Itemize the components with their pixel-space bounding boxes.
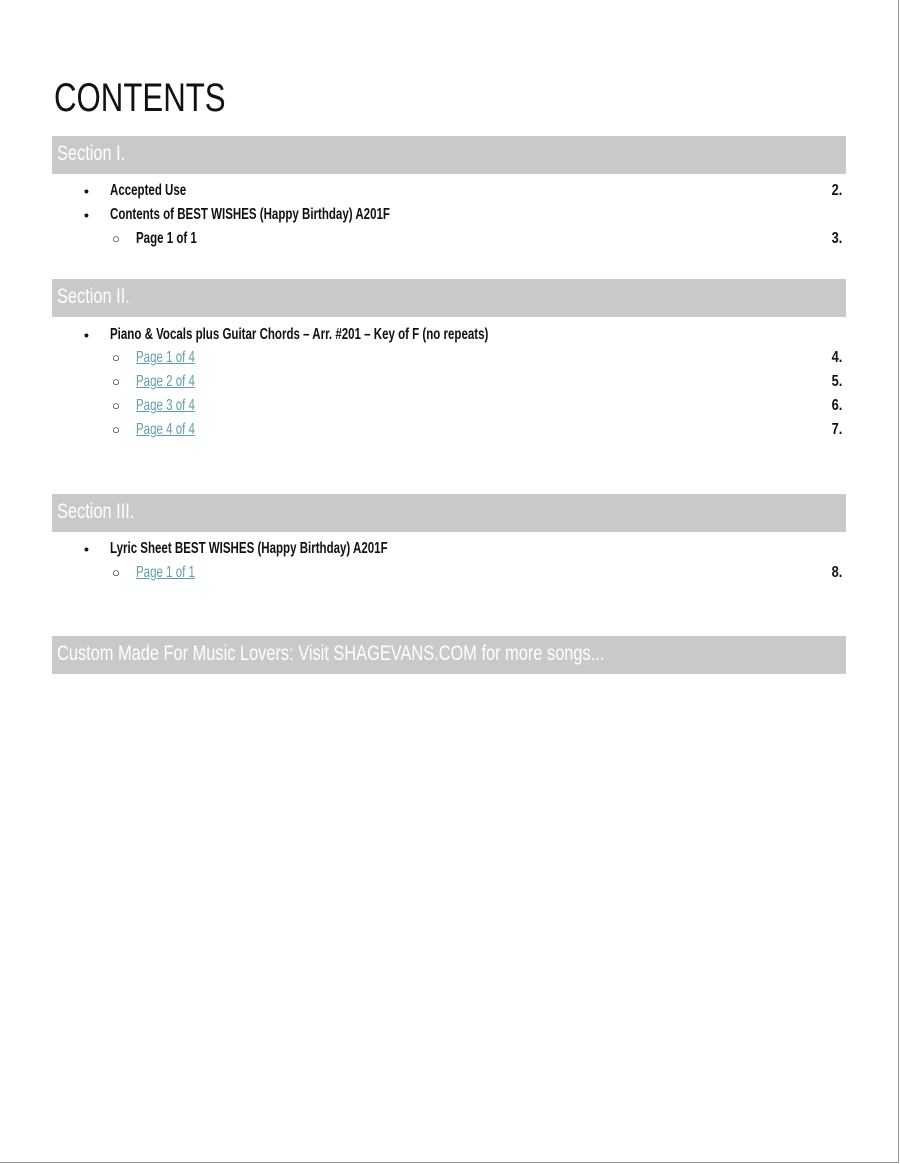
circle-bullet-icon: ○	[112, 398, 120, 413]
toc-subentry	[0, 420, 900, 444]
toc-page-link[interactable]: Page 4 of 4	[136, 421, 195, 438]
toc-page-link[interactable]: Page 3 of 4	[136, 397, 195, 414]
section-heading: Section III.	[57, 500, 135, 523]
bullet-icon: •	[84, 183, 89, 199]
toc-page-number: 3.	[831, 230, 842, 247]
circle-bullet-icon: ○	[112, 350, 120, 365]
toc-entry	[0, 181, 900, 205]
circle-bullet-icon: ○	[112, 374, 120, 389]
toc-page-link[interactable]: Page 1 of 1	[136, 564, 195, 581]
promo-banner-text: Custom Made For Music Lovers: Visit SHAGEVANS.COM for more songs...	[57, 642, 605, 665]
section-heading: Section I.	[57, 142, 126, 165]
toc-entry	[0, 205, 900, 229]
toc-page-link[interactable]: Page 2 of 4	[136, 373, 195, 390]
toc-page-number: 2.	[831, 182, 842, 199]
toc-subentry	[0, 396, 900, 420]
toc-page-link[interactable]: Page 1 of 4	[136, 349, 195, 366]
toc-entry-label: Contents of BEST WISHES (Happy Birthday) A201F	[110, 206, 390, 223]
bullet-icon: •	[84, 327, 89, 343]
toc-entry	[0, 539, 900, 563]
promo-banner	[52, 636, 846, 674]
section-2-header	[52, 279, 846, 317]
toc-subentry	[0, 372, 900, 396]
section-1-header	[52, 136, 846, 174]
toc-page-number: 7.	[831, 421, 842, 438]
toc-entry-label: Accepted Use	[110, 182, 187, 199]
toc-page-number: 5.	[831, 373, 842, 390]
circle-bullet-icon: ○	[112, 231, 120, 246]
toc-page-number: 8.	[831, 564, 842, 581]
section-3-header	[52, 494, 846, 532]
page-title: CONTENTS	[54, 76, 226, 120]
toc-entry	[0, 325, 900, 349]
bullet-icon: •	[84, 541, 89, 557]
circle-bullet-icon: ○	[112, 422, 120, 437]
section-heading: Section II.	[57, 285, 130, 308]
circle-bullet-icon: ○	[112, 565, 120, 580]
toc-page-number: 4.	[831, 349, 842, 366]
toc-subentry	[0, 348, 900, 372]
toc-subentry	[0, 563, 900, 587]
toc-entry-label: Piano & Vocals plus Guitar Chords – Arr. #201 – Key of F (no repeats)	[110, 326, 489, 343]
toc-page-number: 6.	[831, 397, 842, 414]
toc-subentry-label: Page 1 of 1	[136, 230, 197, 247]
toc-entry-label: Lyric Sheet BEST WISHES (Happy Birthday) A201F	[110, 540, 388, 557]
bullet-icon: •	[84, 207, 89, 223]
toc-subentry	[0, 229, 900, 253]
